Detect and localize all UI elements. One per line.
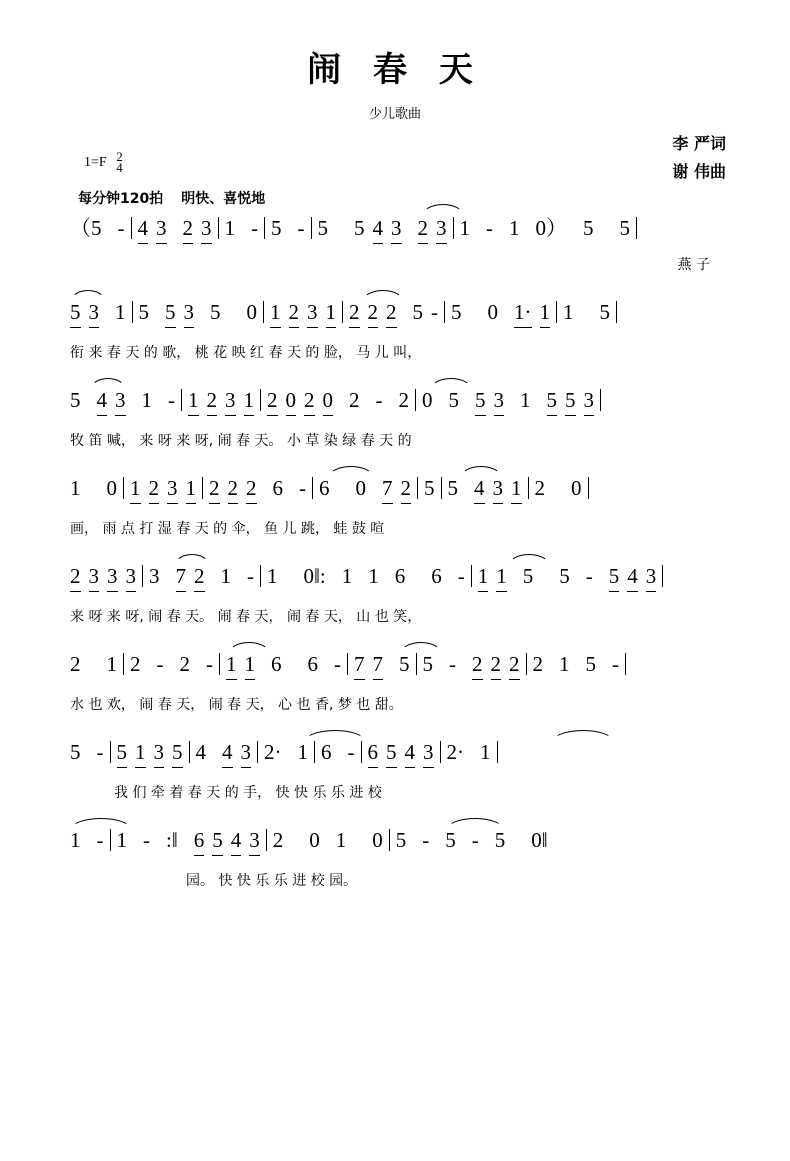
- notation-row: （5 - 4 3 2 3 1 - 5 - 5 5 4 3 2 3 1 - 1 0） 5 5: [70, 212, 730, 252]
- score-system: [0, 388, 790, 476]
- score-system: [0, 300, 790, 388]
- lyrics-row: 来 呀 来 呀, 闹 春 天。 闹 春 天， 闹 春 天， 山 也 笑，: [70, 609, 422, 625]
- notation-row: 2 3 3 3 3 7 2 1 - 1 0‖: 1 1 6 6 - 1 1 5 5 - 5 4 3: [70, 564, 730, 604]
- slur-mark: [422, 204, 464, 216]
- lyrics-row: 牧 笛 喊， 来 呀 来 呀, 闹 春 天。 小 草 染 绿 春 天 的: [70, 433, 412, 449]
- lyricist: 李 严词: [672, 134, 726, 153]
- lyrics-row: 衔 来 春 天 的 歌， 桃 花 映 红 春 天 的 脸， 马 儿 叫，: [70, 345, 422, 361]
- subtitle: 少儿歌曲: [368, 107, 421, 122]
- notation-row: 5 4 3 1 - 1 2 3 1 2 0 2 0 2 - 2 0 5 5 3 1 5 5 3: [70, 388, 730, 428]
- score-system: [0, 564, 790, 652]
- score-system: [0, 212, 790, 300]
- lyrics-row: 水 也 欢， 闹 春 天， 闹 春 天， 心 也 香, 梦 也 甜。: [70, 697, 403, 713]
- time-numerator: 2: [116, 149, 123, 164]
- score-system: [0, 828, 790, 916]
- credits: [672, 130, 726, 186]
- lyrics-row: 园。 快 快 乐 乐 进 校 园。: [186, 873, 358, 889]
- lyrics-row: 我 们 牵 着 春 天 的 手， 快 快 乐 乐 进 校: [114, 785, 382, 801]
- notation-row: 1 0 1 2 3 1 2 2 2 6 - 6 0 7 2 5 5 4 3 1 2 0: [70, 476, 730, 516]
- key-label: 1=F: [84, 155, 107, 171]
- key-signature: [84, 149, 123, 175]
- tempo-mood: 明快、喜悦地: [181, 191, 266, 207]
- lyrics-row: 燕 子: [677, 257, 710, 273]
- page-title: 闹 春 天: [307, 50, 483, 90]
- tempo-bpm: 每分钟120拍: [78, 191, 164, 207]
- notation-row: 5 - 5 1 3 5 4 4 3 2· 1 6 - 6 5 4 3 2· 1: [70, 740, 730, 780]
- composer: 谢 伟曲: [672, 162, 726, 181]
- score-body: [0, 212, 790, 916]
- time-denominator: 4: [116, 160, 123, 175]
- score-system: [0, 476, 790, 564]
- score-system: [0, 652, 790, 740]
- music-sheet-page: [0, 42, 790, 1161]
- notation-row: 2 1 2 - 2 - 1 1 6 6 - 7 7 5 5 - 2 2 2 2 1 5 -: [70, 652, 730, 692]
- tempo-marking: [78, 188, 265, 208]
- notation-row: 5 3 1 5 5 3 5 0 1 2 3 1 2 2 2 5 - 5 0 1· 1 1 5: [70, 300, 730, 340]
- notation-row: 1 - 1 - :‖ 6 5 4 3 2 0 1 0 5 - 5 - 5 0‖: [70, 828, 730, 868]
- time-signature: [116, 151, 123, 173]
- score-system: [0, 740, 790, 828]
- lyrics-row: 画， 雨 点 打 湿 春 天 的 伞， 鱼 儿 跳， 蛙 鼓 喧: [70, 521, 385, 537]
